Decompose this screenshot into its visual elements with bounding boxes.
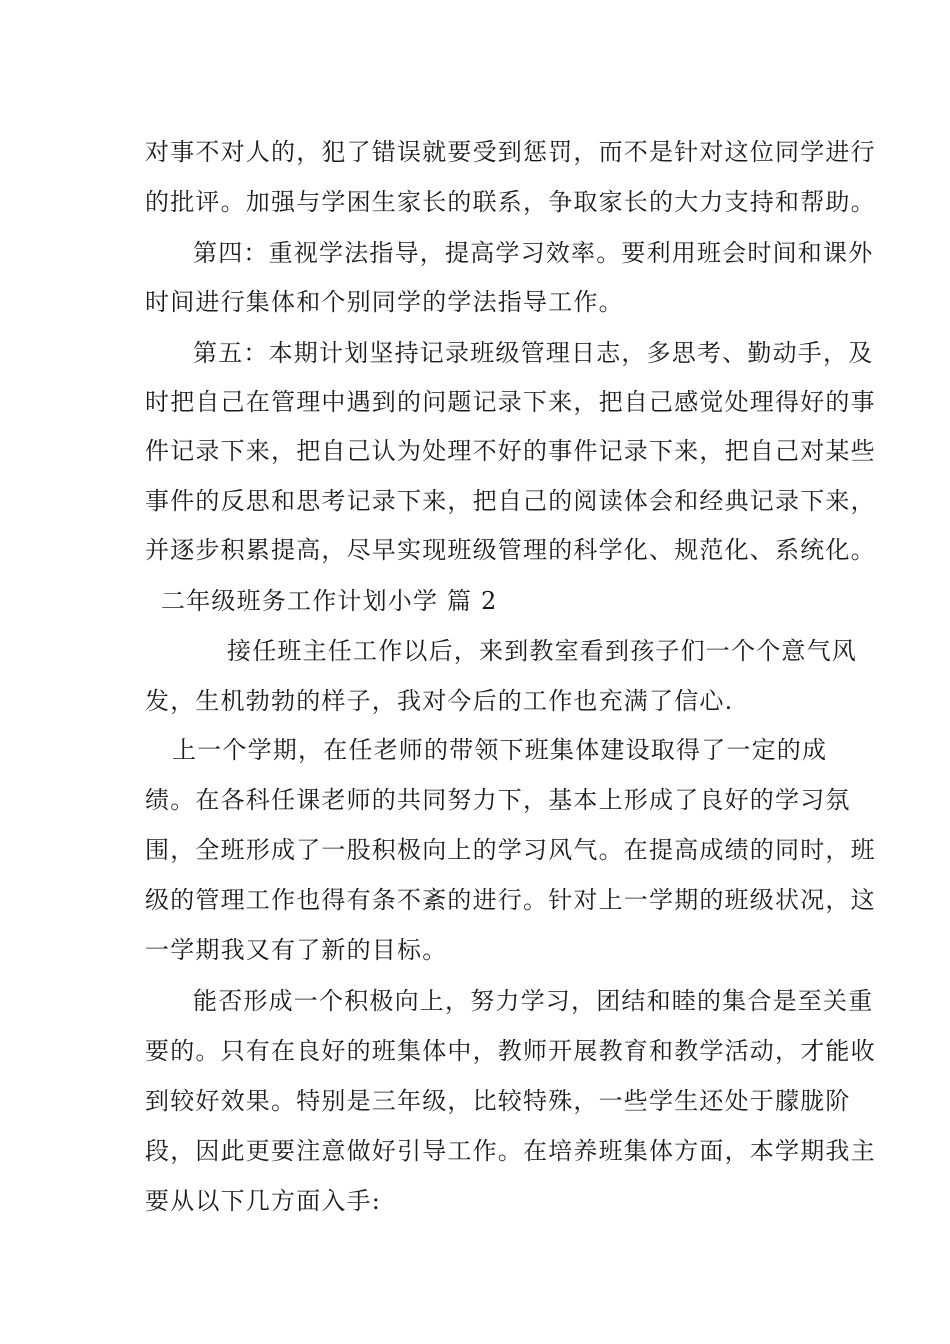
paragraph-line: 一学期我又有了新的目标。 bbox=[145, 936, 448, 964]
paragraph-line: 第四：重视学法指导，提高学习效率。要利用班会时间和课外 bbox=[193, 239, 874, 267]
paragraph-line: 对事不对人的，犯了错误就要受到惩罚，而不是针对这位同学进行 bbox=[145, 138, 876, 166]
paragraph-line: 时间进行集体和个别同学的学法指导工作。 bbox=[145, 288, 624, 316]
paragraph-line: 级的管理工作也得有条不紊的进行。针对上一学期的班级状况，这 bbox=[145, 886, 876, 914]
section-heading: 二年级班务工作计划小学 篇 2 bbox=[161, 587, 498, 615]
paragraph-line: 段，因此更要注意做好引导工作。在培养班集体方面，本学期我主 bbox=[145, 1137, 876, 1165]
paragraph-line: 发，生机勃勃的样子，我对今后的工作也充满了信心. bbox=[145, 687, 734, 715]
paragraph-line: 能否形成一个积极向上，努力学习，团结和睦的集合是至关重 bbox=[193, 987, 874, 1015]
paragraph-line: 绩。在各科任课老师的共同努力下，基本上形成了良好的学习氛 bbox=[145, 786, 851, 814]
paragraph-line: 第五：本期计划坚持记录班级管理日志，多思考、勤动手，及 bbox=[193, 339, 874, 367]
paragraph-line: 要从以下几方面入手: bbox=[145, 1187, 382, 1215]
paragraph-line: 上一个学期，在任老师的带领下班集体建设取得了一定的成 bbox=[172, 736, 828, 764]
paragraph-line: 接任班主任工作以后，来到教室看到孩子们一个个意气风 bbox=[227, 637, 857, 665]
paragraph-line: 的批评。加强与学困生家长的联系，争取家长的大力支持和帮助。 bbox=[145, 188, 876, 216]
paragraph-line: 围，全班形成了一股积极向上的学习风气。在提高成绩的同时，班 bbox=[145, 836, 876, 864]
paragraph-line: 要的。只有在良好的班集体中，教师开展教育和教学活动，才能收 bbox=[145, 1037, 876, 1065]
paragraph-line: 时把自己在管理中遇到的问题记录下来，把自己感觉处理得好的事 bbox=[145, 388, 876, 416]
paragraph-line: 件记录下来，把自己认为处理不好的事件记录下来，把自己对某些 bbox=[145, 437, 876, 465]
paragraph-line: 事件的反思和思考记录下来，把自己的阅读体会和经典记录下来， bbox=[145, 487, 876, 515]
paragraph-line: 到较好效果。特别是三年级，比较特殊，一些学生还处于朦胧阶 bbox=[145, 1087, 851, 1115]
paragraph-line: 并逐步积累提高，尽早实现班级管理的科学化、规范化、系统化。 bbox=[145, 536, 876, 564]
